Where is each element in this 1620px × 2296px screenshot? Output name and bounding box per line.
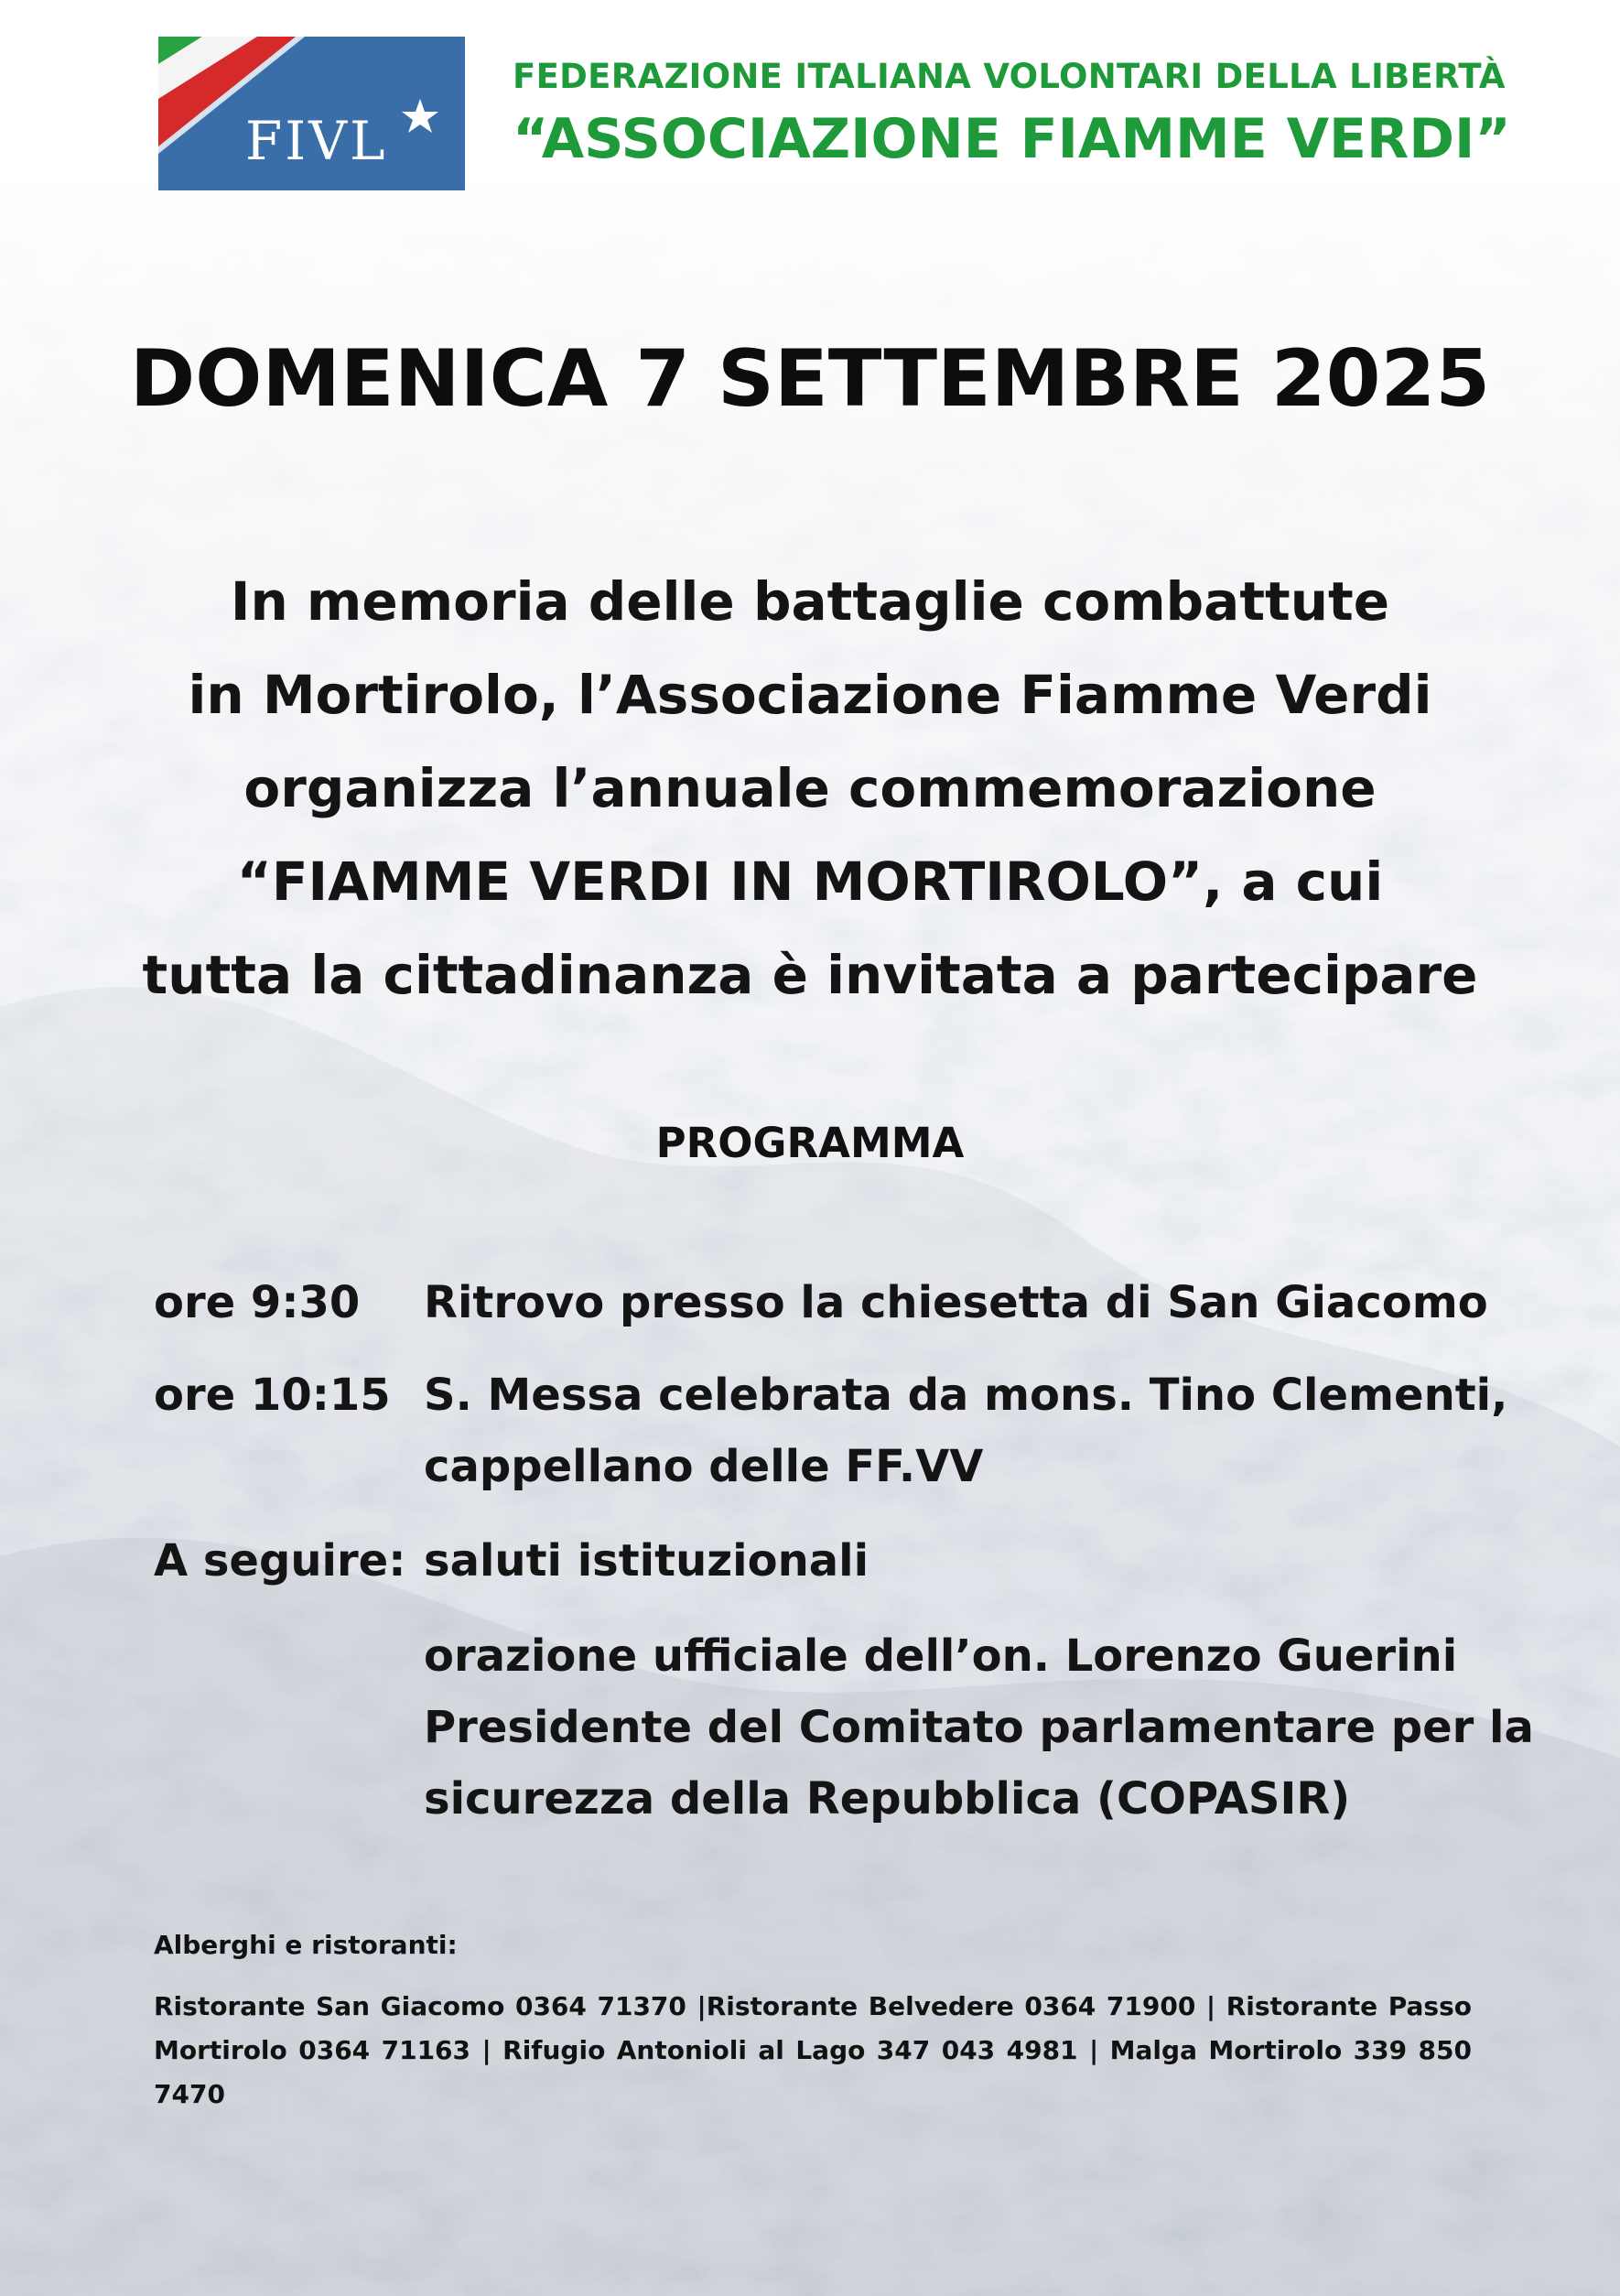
program-desc-line: S. Messa celebrata da mons. Tino Clementi, [424, 1370, 1508, 1421]
program-time: A seguire: [154, 1535, 406, 1587]
program-desc-line: saluti istituzionali [424, 1535, 869, 1587]
intro-paragraph [119, 555, 1501, 1022]
program-title: PROGRAMMA [655, 1119, 965, 1167]
program-desc [424, 1267, 1504, 1338]
program-desc-line: Ritrovo presso la chiesetta di San Giacomo [424, 1277, 1488, 1328]
program-desc-line: sicurezza della Repubblica (COPASIR) [424, 1773, 1351, 1825]
org-name-line2: “ASSOCIAZIONE FIAMME VERDI” [513, 107, 1511, 171]
program-desc [424, 1359, 1508, 1502]
program-desc-line: Presidente del Comitato parlamentare per la [424, 1702, 1534, 1753]
program-desc-line: orazione ufficiale dell’on. Lorenzo Guerini [424, 1630, 1458, 1682]
intro-line: In memoria delle battaglie combattute [230, 570, 1390, 633]
logo-text: FIVL [245, 110, 388, 172]
hotels-list: Ristorante San Giacomo 0364 71370 |Ristorante Belvedere 0364 71900 | Ristorante Passo Mortirolo 0364 71163 | Rifugio Antonioli al Lago 347 043 4981 | Malga Mortirolo 339 850 7470 [154, 1991, 1472, 2109]
program-desc [424, 1525, 1504, 1597]
fivl-logo [158, 37, 465, 190]
program-desc-line: cappellano delle FF.VV [424, 1441, 984, 1492]
intro-line: “FIAMME VERDI IN MORTIROLO”, a cui [236, 850, 1384, 913]
org-name-line1: FEDERAZIONE ITALIANA VOLONTARI DELLA LIBERTÀ [513, 57, 1506, 96]
program-time: ore 9:30 [154, 1277, 361, 1328]
event-date: DOMENICA 7 SETTEMBRE 2025 [129, 333, 1491, 425]
background-photo [0, 183, 1620, 2296]
hotels-title: Alberghi e ristoranti: [154, 1930, 458, 1960]
intro-line: tutta la cittadinanza è invitata a partecipare [142, 944, 1478, 1006]
intro-line: in Mortirolo, l’Associazione Fiamme Verdi [188, 664, 1432, 726]
intro-line: organizza l’annuale commemorazione [243, 757, 1377, 819]
program-time: ore 10:15 [154, 1370, 391, 1421]
program-desc [424, 1620, 1534, 1835]
